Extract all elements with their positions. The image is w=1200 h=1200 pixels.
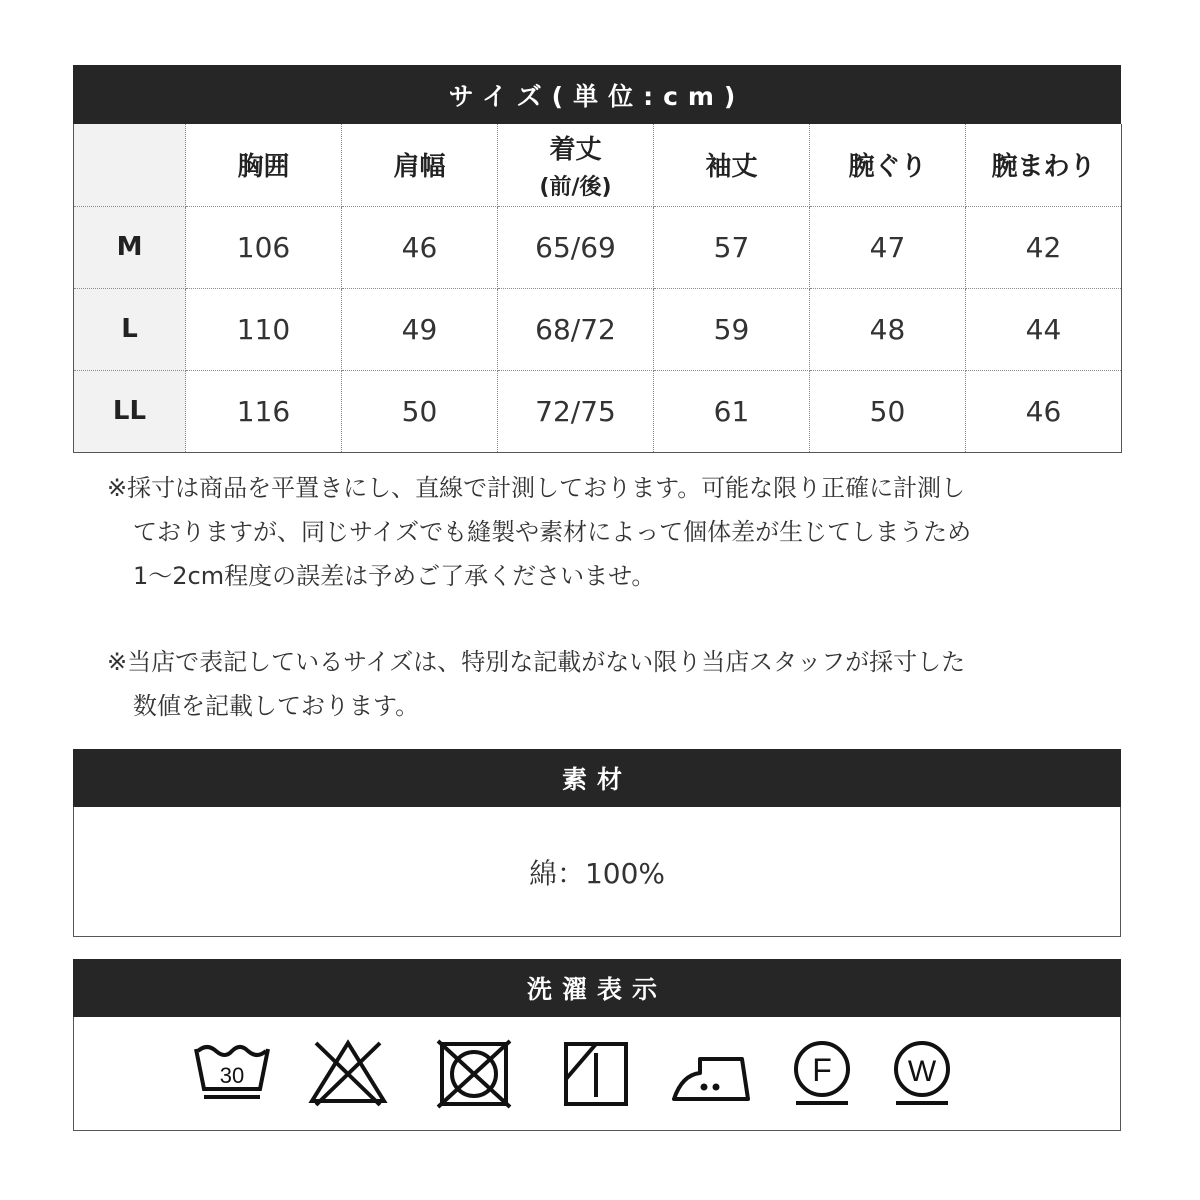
column-header: 袖丈: [654, 124, 810, 206]
table-cell: 110: [186, 288, 342, 370]
size-table-corner: [74, 124, 186, 206]
column-header: 肩幅: [342, 124, 498, 206]
table-cell: 50: [810, 370, 966, 452]
care-box: [73, 1017, 1121, 1131]
wet-clean-letter: W: [907, 1055, 937, 1088]
size-notation-note: [107, 640, 1107, 728]
note-line: ※採寸は商品を平置きにし、直線で計測しております。可能な限り正確に計測し: [107, 474, 966, 502]
material-section-title: 素材: [561, 765, 632, 794]
drip-dry-shade-icon: [554, 1039, 638, 1109]
size-section-title: サイズ(単位:cm): [448, 81, 746, 111]
measurement-note: [107, 466, 1107, 598]
column-header: 腕ぐり: [810, 124, 966, 206]
note-line: 数値を記載しております。: [133, 692, 420, 720]
care-icons: [74, 1017, 1120, 1130]
table-cell: 61: [654, 370, 810, 452]
size-label: LL: [74, 370, 186, 452]
table-row: [74, 370, 1122, 452]
column-header: 胸囲: [186, 124, 342, 206]
care-section-title: 洗濯表示: [526, 975, 667, 1004]
table-cell: 68/72: [498, 288, 654, 370]
table-cell: 50: [342, 370, 498, 452]
size-label: L: [74, 288, 186, 370]
table-row: [74, 288, 1122, 370]
note-line: ※当店で表記しているサイズは、特別な記載がない限り当店スタッフが採寸した: [107, 648, 966, 676]
material-section-header: [73, 749, 1121, 807]
table-cell: 47: [810, 206, 966, 288]
iron-medium-icon: [670, 1039, 754, 1109]
material-box: [73, 807, 1121, 937]
size-section-header: [73, 65, 1121, 124]
wash-30-gentle-icon: [190, 1039, 274, 1109]
table-cell: 42: [966, 206, 1122, 288]
table-row: [74, 206, 1122, 288]
wash-temperature: 30: [219, 1063, 245, 1088]
material-value: 綿：100%: [528, 856, 666, 890]
table-cell: 49: [342, 288, 498, 370]
size-table: [73, 124, 1122, 453]
table-cell: 59: [654, 288, 810, 370]
care-section-header: [73, 959, 1121, 1017]
table-cell: 72/75: [498, 370, 654, 452]
dry-clean-letter: F: [812, 1052, 832, 1088]
note-line: ておりますが、同じサイズでも縫製や素材によって個体差が生じてしまうため: [133, 518, 972, 546]
table-cell: 65/69: [498, 206, 654, 288]
table-cell: 46: [966, 370, 1122, 452]
column-header: 腕まわり: [966, 124, 1122, 206]
table-cell: 48: [810, 288, 966, 370]
table-cell: 57: [654, 206, 810, 288]
dry-clean-f-gentle-icon: [780, 1039, 864, 1109]
size-table-header-row: [74, 124, 1122, 206]
table-cell: 46: [342, 206, 498, 288]
column-header: 着丈 (前/後): [498, 124, 654, 206]
table-cell: 116: [186, 370, 342, 452]
table-cell: 106: [186, 206, 342, 288]
wet-clean-w-gentle-icon: [880, 1039, 964, 1109]
size-label: M: [74, 206, 186, 288]
no-bleach-icon: [306, 1039, 390, 1109]
no-tumble-dry-icon: [432, 1039, 516, 1109]
table-cell: 44: [966, 288, 1122, 370]
note-line: 1～2cm程度の誤差は予めご了承くださいませ。: [133, 562, 656, 590]
